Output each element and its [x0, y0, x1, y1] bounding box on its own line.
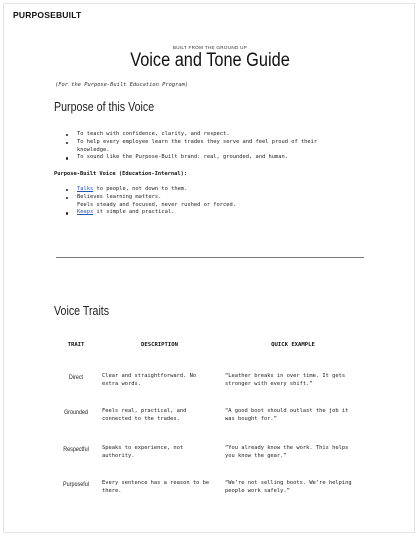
page-subtitle: (For the Purpose-Built Education Program)	[55, 82, 189, 88]
keeps-link[interactable]: Keeps	[77, 209, 94, 216]
trait-description: Every sentence has a reason to be there.	[102, 480, 210, 494]
list-item: To teach with confidence, clarity, and respect.	[64, 131, 317, 139]
voice-label: Purpose-Built Voice (Education-Internal):	[54, 171, 188, 177]
trait-example: “Leather breaks in over time. It gets stronger with every shift.”	[225, 373, 346, 387]
voice-list	[64, 186, 236, 217]
list-item: To help every employee learn the trades they serve and feel proud of their knowledge.	[64, 139, 317, 155]
section-divider	[56, 257, 364, 258]
trait-example: “You already know the work. This helps you know the gear.”	[225, 445, 349, 459]
list-item: To sound like the Purpose-Built brand: real, grounded, and human.	[64, 154, 317, 162]
trait-example: “We’re not selling boots. We’re helping people work safely.”	[225, 480, 352, 494]
list-item: Keeps it simple and practical.	[64, 209, 236, 217]
trait-name: Respectful	[63, 446, 89, 453]
column-header-description: DESCRIPTION	[140, 342, 179, 348]
list-item: Feels steady and focused, never rushed or forced.	[77, 201, 237, 208]
page-title: Voice and Tone Guide	[130, 50, 290, 71]
talks-link[interactable]: Talks	[77, 186, 94, 192]
purpose-heading: Purpose of this Voice	[54, 99, 155, 114]
list-item: Believes learning matters.	[64, 194, 236, 202]
column-header-trait: TRAIT	[67, 342, 85, 348]
trait-description: Clear and straightforward. No extra words.	[102, 373, 197, 387]
trait-name: Purposeful	[63, 481, 89, 488]
trait-name: Grounded	[63, 409, 89, 416]
trait-description: Speaks to experience, not authority.	[102, 445, 184, 459]
kicker-text: BUILT FROM THE GROUND UP	[172, 45, 248, 50]
trait-name: Direct	[68, 374, 84, 381]
list-item: Talks to people, not down to them.	[64, 186, 236, 194]
trait-description: Feels real, practical, and connected to the trades.	[102, 408, 187, 422]
column-header-example: QUICK EXAMPLE	[271, 342, 315, 348]
purpose-list	[64, 131, 317, 162]
brand-logo: PURPOSEBUILT	[13, 10, 82, 20]
trait-example: “A good boot should outlast the job it was bought for.”	[225, 408, 349, 422]
traits-heading: Voice Traits	[54, 303, 110, 318]
